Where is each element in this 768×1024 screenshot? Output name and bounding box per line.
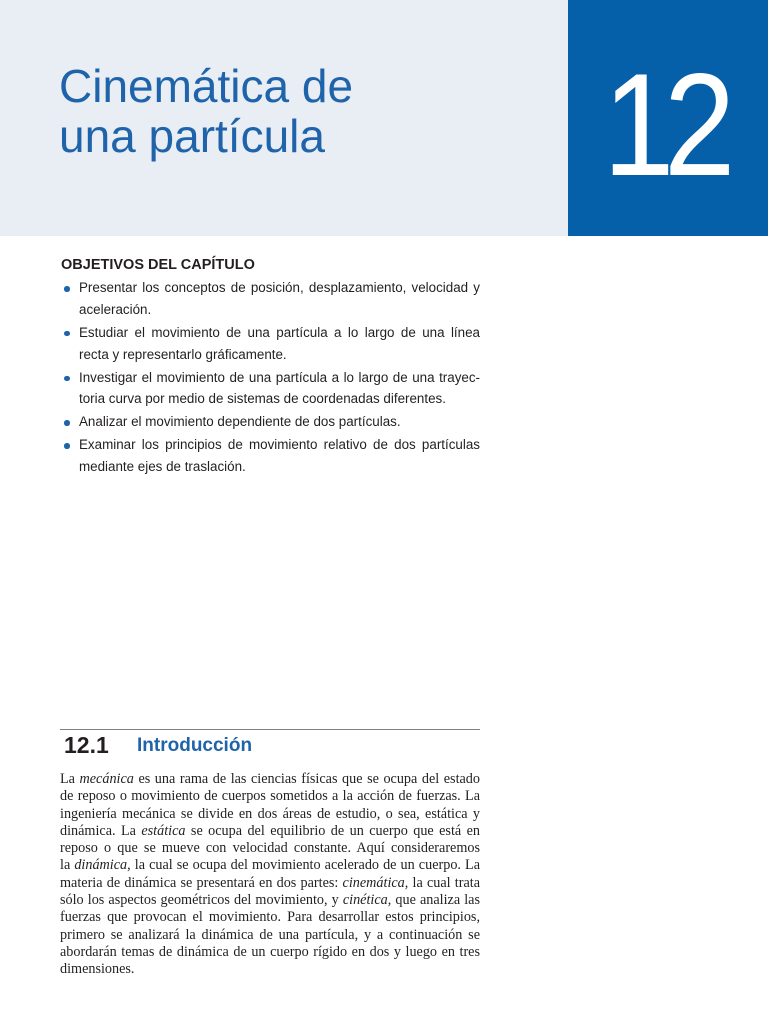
- paragraph-line: [60, 961, 480, 978]
- chapter-title-line: una partícula: [59, 110, 325, 162]
- objectives-list: [79, 277, 480, 479]
- bullet-dot-icon: [64, 331, 70, 337]
- paragraph-text: materia de dinámica se presentará en dos partes:: [60, 874, 343, 891]
- paragraph-line: [60, 909, 480, 926]
- objective-line: Analizar el movimiento dependiente de dos partículas.: [79, 414, 401, 430]
- paragraph-line: [60, 927, 480, 944]
- objective-line: toria curva por medio de sistemas de coordenadas diferentes.: [79, 391, 446, 407]
- section-number: 12.1: [64, 731, 109, 758]
- bullet-dot-icon: [64, 286, 70, 292]
- bullet-dot-icon: [64, 443, 70, 449]
- paragraph-line: [60, 840, 480, 857]
- chapter-number-block: [568, 0, 768, 236]
- paragraph-text: abordarán temas de dinámica de un cuerpo rígido en dos y luego en tres: [60, 943, 480, 960]
- paragraph-line: [60, 892, 480, 909]
- intro-paragraph: [60, 771, 480, 979]
- objective-item: [79, 277, 480, 321]
- paragraph-text: la: [60, 857, 75, 874]
- objective-line: Estudiar el movimiento de una partícula a lo largo de una línea: [79, 324, 480, 340]
- objective-line: recta y representarlo gráficamente.: [79, 346, 287, 362]
- paragraph-text: dimensiones.: [60, 961, 135, 978]
- paragraph-text: , que analiza las: [387, 892, 480, 909]
- objective-line: aceleración.: [79, 301, 152, 317]
- paragraph-text: de reposo o movimiento de cuerpos sometidos a la acción de fuerzas. La: [60, 788, 480, 805]
- emphasized-term: mecánica: [79, 771, 134, 787]
- objective-item: [79, 434, 480, 478]
- paragraph-line: [60, 875, 480, 892]
- paragraph-text: fuerzas que provocan el movimiento. Para desarrollar estos principios,: [60, 909, 480, 926]
- emphasized-term: cinética: [342, 892, 388, 909]
- bullet-dot-icon: [64, 420, 70, 426]
- paragraph-line: [60, 857, 480, 874]
- paragraph-text: sólo los aspectos geométricos del movimiento, y: [60, 892, 343, 909]
- chapter-number: 12: [603, 43, 725, 206]
- paragraph-text: , la cual se ocupa del movimiento acelerado de un cuerpo. La: [127, 857, 480, 874]
- paragraph-text: reposo o que se mueve con velocidad constante. Aquí consideraremos: [60, 840, 480, 857]
- paragraph-line: [60, 806, 480, 823]
- objective-line: Presentar los conceptos de posición, desplazamiento, velocidad y: [79, 280, 480, 295]
- objective-item: [79, 411, 480, 433]
- emphasized-term: cinemática: [342, 874, 405, 891]
- paragraph-text: , la cual trata: [404, 874, 480, 891]
- paragraph-text: dinámica. La: [60, 822, 142, 839]
- objective-line: mediante ejes de traslación.: [79, 459, 246, 475]
- section-heading: [60, 726, 480, 760]
- paragraph-text: primero se analizará la dinámica de una partícula, y a continuación se: [60, 926, 480, 943]
- objective-item: [79, 367, 480, 411]
- paragraph-text: ingeniería mecánica se divide en dos áreas de estudio, o sea, estática y: [60, 805, 480, 822]
- objective-line: Examinar los principios de movimiento relativo de dos partículas: [79, 437, 480, 453]
- section-title: Introducción: [137, 734, 253, 756]
- objectives-heading: OBJETIVOS DEL CAPÍTULO: [61, 257, 255, 273]
- chapter-title: [59, 61, 353, 161]
- bullet-dot-icon: [64, 376, 70, 382]
- objective-item: [79, 322, 480, 366]
- chapter-title-line: Cinemática de: [59, 60, 354, 112]
- paragraph-line: [60, 823, 480, 840]
- paragraph-text: se ocupa del equilibrio de un cuerpo que está en: [185, 822, 480, 839]
- paragraph-text: es una rama de las ciencias físicas que se ocupa del estado: [133, 771, 480, 787]
- objective-line: Investigar el movimiento de una partícula a lo largo de una trayec-: [79, 369, 480, 385]
- emphasized-term: estática: [141, 822, 186, 839]
- emphasized-term: dinámica: [74, 857, 128, 874]
- paragraph-text: La: [60, 771, 80, 787]
- paragraph-line: [60, 771, 480, 788]
- paragraph-line: [60, 788, 480, 805]
- paragraph-line: [60, 944, 480, 961]
